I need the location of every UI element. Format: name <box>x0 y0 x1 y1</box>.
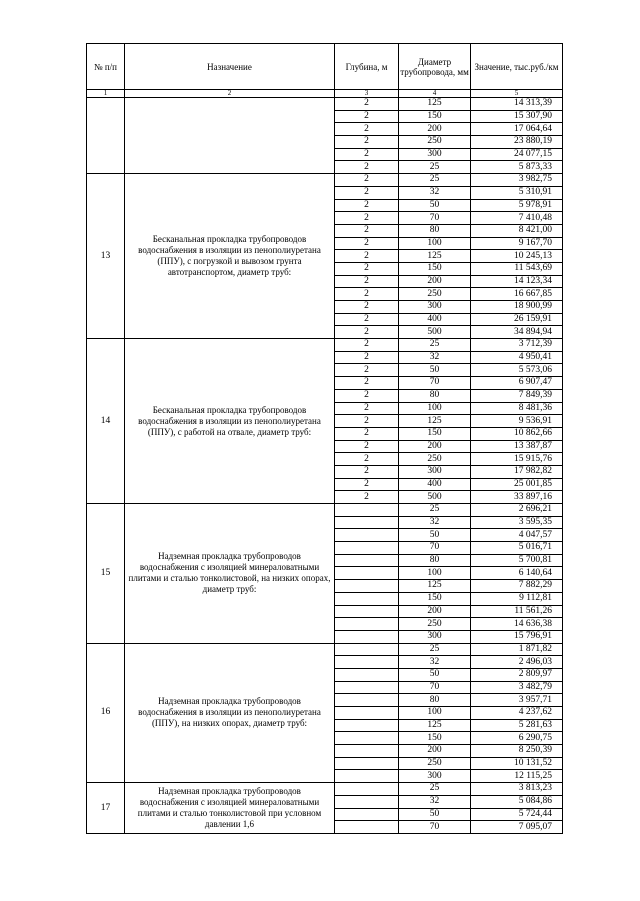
value-cell: 2 496,03 <box>471 656 563 669</box>
value-cell: 33 897,16 <box>471 491 563 504</box>
header-value: Значение, тыс.руб./км <box>471 44 563 90</box>
depth-cell <box>335 504 399 517</box>
depth-cell: 2 <box>335 491 399 504</box>
diameter-cell: 125 <box>399 719 471 732</box>
item-description: Надземная прокладка трубопроводов водоснабжения с изоляцией минераловатными плитами и сталью тонколистовой при условном давлении 1,6 <box>125 783 335 834</box>
diameter-cell: 150 <box>399 732 471 745</box>
depth-cell: 2 <box>335 250 399 263</box>
diameter-cell: 300 <box>399 770 471 783</box>
value-cell: 4 237,62 <box>471 707 563 720</box>
depth-cell <box>335 821 399 834</box>
column-index: 2 <box>125 90 335 98</box>
diameter-cell: 32 <box>399 516 471 529</box>
value-cell: 6 140,64 <box>471 567 563 580</box>
diameter-cell: 500 <box>399 326 471 339</box>
value-cell: 10 245,13 <box>471 250 563 263</box>
depth-cell <box>335 808 399 821</box>
value-cell: 6 907,47 <box>471 377 563 390</box>
value-cell: 25 001,85 <box>471 478 563 491</box>
depth-cell: 2 <box>335 389 399 402</box>
depth-cell <box>335 681 399 694</box>
diameter-cell: 125 <box>399 415 471 428</box>
value-cell: 14 636,38 <box>471 618 563 631</box>
depth-cell <box>335 529 399 542</box>
depth-cell: 2 <box>335 262 399 275</box>
diameter-cell: 100 <box>399 237 471 250</box>
item-description <box>125 98 335 174</box>
value-cell: 11 561,26 <box>471 605 563 618</box>
value-cell: 2 809,97 <box>471 668 563 681</box>
diameter-cell: 70 <box>399 377 471 390</box>
value-cell: 5 573,06 <box>471 364 563 377</box>
diameter-cell: 150 <box>399 592 471 605</box>
diameter-cell: 250 <box>399 757 471 770</box>
diameter-cell: 300 <box>399 630 471 643</box>
diameter-cell: 400 <box>399 478 471 491</box>
table-row <box>87 174 563 187</box>
value-cell: 2 696,21 <box>471 504 563 517</box>
depth-cell: 2 <box>335 313 399 326</box>
diameter-cell: 400 <box>399 313 471 326</box>
diameter-cell: 200 <box>399 275 471 288</box>
diameter-cell: 200 <box>399 440 471 453</box>
diameter-cell: 70 <box>399 212 471 225</box>
header-diameter: Диаметр трубопровода, мм <box>399 44 471 90</box>
diameter-cell: 25 <box>399 643 471 656</box>
item-number: 17 <box>87 783 125 834</box>
diameter-cell: 250 <box>399 136 471 149</box>
depth-cell: 2 <box>335 453 399 466</box>
diameter-cell: 32 <box>399 795 471 808</box>
depth-cell: 2 <box>335 326 399 339</box>
value-cell: 3 813,23 <box>471 783 563 796</box>
item-description: Бесканальная прокладка трубопроводов водоснабжения в изоляции из пенополиуретана (ППУ), с работой на отвале, диаметр труб: <box>125 339 335 504</box>
item-number <box>87 98 125 174</box>
depth-cell <box>335 668 399 681</box>
value-cell: 34 894,94 <box>471 326 563 339</box>
diameter-cell: 50 <box>399 529 471 542</box>
depth-cell: 2 <box>335 364 399 377</box>
depth-cell <box>335 580 399 593</box>
value-cell: 5 873,33 <box>471 161 563 174</box>
table-row <box>87 98 563 111</box>
depth-cell: 2 <box>335 148 399 161</box>
header-row <box>87 44 563 90</box>
diameter-cell: 50 <box>399 199 471 212</box>
value-cell: 5 700,81 <box>471 554 563 567</box>
value-cell: 4 950,41 <box>471 351 563 364</box>
diameter-cell: 100 <box>399 567 471 580</box>
value-cell: 7 410,48 <box>471 212 563 225</box>
diameter-cell: 500 <box>399 491 471 504</box>
value-cell: 15 796,91 <box>471 630 563 643</box>
depth-cell <box>335 567 399 580</box>
value-cell: 1 871,82 <box>471 643 563 656</box>
depth-cell <box>335 554 399 567</box>
depth-cell: 2 <box>335 212 399 225</box>
diameter-cell: 300 <box>399 465 471 478</box>
value-cell: 7 849,39 <box>471 389 563 402</box>
value-cell: 9 536,91 <box>471 415 563 428</box>
value-cell: 4 047,57 <box>471 529 563 542</box>
value-cell: 3 957,71 <box>471 694 563 707</box>
value-cell: 3 482,79 <box>471 681 563 694</box>
value-cell: 12 115,25 <box>471 770 563 783</box>
depth-cell <box>335 757 399 770</box>
depth-cell <box>335 605 399 618</box>
column-index: 3 <box>335 90 399 98</box>
diameter-cell: 200 <box>399 745 471 758</box>
diameter-cell: 300 <box>399 301 471 314</box>
value-cell: 3 982,75 <box>471 174 563 187</box>
depth-cell: 2 <box>335 199 399 212</box>
header-depth: Глубина, м <box>335 44 399 90</box>
value-cell: 7 882,29 <box>471 580 563 593</box>
value-cell: 15 307,90 <box>471 110 563 123</box>
diameter-cell: 80 <box>399 554 471 567</box>
column-index: 4 <box>399 90 471 98</box>
value-cell: 15 915,76 <box>471 453 563 466</box>
depth-cell <box>335 770 399 783</box>
diameter-cell: 25 <box>399 504 471 517</box>
value-cell: 6 290,75 <box>471 732 563 745</box>
diameter-cell: 150 <box>399 262 471 275</box>
value-cell: 5 016,71 <box>471 542 563 555</box>
value-cell: 17 982,82 <box>471 465 563 478</box>
diameter-cell: 50 <box>399 364 471 377</box>
value-cell: 5 281,63 <box>471 719 563 732</box>
diameter-cell: 32 <box>399 186 471 199</box>
column-index: 1 <box>87 90 125 98</box>
item-number: 16 <box>87 643 125 783</box>
diameter-cell: 25 <box>399 174 471 187</box>
depth-cell <box>335 542 399 555</box>
depth-cell: 2 <box>335 186 399 199</box>
value-cell: 7 095,07 <box>471 821 563 834</box>
diameter-cell: 125 <box>399 580 471 593</box>
value-cell: 16 667,85 <box>471 288 563 301</box>
diameter-cell: 70 <box>399 821 471 834</box>
diameter-cell: 70 <box>399 681 471 694</box>
depth-cell: 2 <box>335 465 399 478</box>
depth-cell: 2 <box>335 174 399 187</box>
diameter-cell: 80 <box>399 694 471 707</box>
depth-cell <box>335 618 399 631</box>
value-cell: 24 077,15 <box>471 148 563 161</box>
depth-cell: 2 <box>335 339 399 352</box>
depth-cell: 2 <box>335 478 399 491</box>
header-name: Назначение <box>125 44 335 90</box>
value-cell: 5 084,86 <box>471 795 563 808</box>
value-cell: 13 387,87 <box>471 440 563 453</box>
value-cell: 18 900,99 <box>471 301 563 314</box>
depth-cell <box>335 656 399 669</box>
value-cell: 10 862,66 <box>471 427 563 440</box>
value-cell: 14 313,39 <box>471 98 563 111</box>
table-row <box>87 783 563 796</box>
table-row <box>87 339 563 352</box>
depth-cell: 2 <box>335 402 399 415</box>
diameter-cell: 300 <box>399 148 471 161</box>
value-cell: 23 880,19 <box>471 136 563 149</box>
diameter-cell: 80 <box>399 224 471 237</box>
value-cell: 8 481,36 <box>471 402 563 415</box>
table-row <box>87 504 563 517</box>
item-number: 13 <box>87 174 125 339</box>
diameter-cell: 50 <box>399 668 471 681</box>
depth-cell <box>335 795 399 808</box>
column-index-row <box>87 90 563 98</box>
diameter-cell: 25 <box>399 339 471 352</box>
diameter-cell: 80 <box>399 389 471 402</box>
value-cell: 17 064,64 <box>471 123 563 136</box>
depth-cell: 2 <box>335 123 399 136</box>
depth-cell: 2 <box>335 136 399 149</box>
depth-cell <box>335 630 399 643</box>
diameter-cell: 150 <box>399 110 471 123</box>
value-cell: 9 112,81 <box>471 592 563 605</box>
diameter-cell: 125 <box>399 98 471 111</box>
depth-cell: 2 <box>335 275 399 288</box>
depth-cell: 2 <box>335 110 399 123</box>
depth-cell <box>335 516 399 529</box>
depth-cell: 2 <box>335 224 399 237</box>
diameter-cell: 250 <box>399 618 471 631</box>
depth-cell: 2 <box>335 440 399 453</box>
depth-cell <box>335 732 399 745</box>
depth-cell: 2 <box>335 301 399 314</box>
value-cell: 11 543,69 <box>471 262 563 275</box>
depth-cell: 2 <box>335 427 399 440</box>
diameter-cell: 70 <box>399 542 471 555</box>
item-number: 15 <box>87 504 125 644</box>
diameter-cell: 250 <box>399 288 471 301</box>
depth-cell <box>335 643 399 656</box>
depth-cell <box>335 694 399 707</box>
depth-cell <box>335 719 399 732</box>
value-cell: 26 159,91 <box>471 313 563 326</box>
value-cell: 14 123,34 <box>471 275 563 288</box>
diameter-cell: 200 <box>399 605 471 618</box>
table-body <box>87 98 563 834</box>
diameter-cell: 50 <box>399 808 471 821</box>
depth-cell <box>335 592 399 605</box>
item-description: Бесканальная прокладка трубопроводов водоснабжения в изоляции из пенополиуретана (ППУ), с погрузкой и вывозом грунта автотранспортом, диаметр труб: <box>125 174 335 339</box>
item-description: Надземная прокладка трубопроводов водоснабжения в изоляции из пенополиуретана (ППУ), на низких опорах, диаметр труб: <box>125 643 335 783</box>
depth-cell: 2 <box>335 98 399 111</box>
column-index: 5 <box>471 90 563 98</box>
value-cell: 5 310,91 <box>471 186 563 199</box>
item-description: Надземная прокладка трубопроводов водоснабжения с изоляцией минераловатными плитами и сталью тонколистовой, на низких опорах, диаметр труб: <box>125 504 335 644</box>
value-cell: 10 131,52 <box>471 757 563 770</box>
value-cell: 8 421,00 <box>471 224 563 237</box>
price-table <box>86 43 563 834</box>
diameter-cell: 25 <box>399 783 471 796</box>
item-number: 14 <box>87 339 125 504</box>
diameter-cell: 100 <box>399 402 471 415</box>
table-row <box>87 643 563 656</box>
value-cell: 3 712,39 <box>471 339 563 352</box>
depth-cell: 2 <box>335 237 399 250</box>
diameter-cell: 32 <box>399 656 471 669</box>
diameter-cell: 200 <box>399 123 471 136</box>
depth-cell: 2 <box>335 161 399 174</box>
value-cell: 9 167,70 <box>471 237 563 250</box>
depth-cell: 2 <box>335 415 399 428</box>
depth-cell <box>335 783 399 796</box>
diameter-cell: 250 <box>399 453 471 466</box>
depth-cell: 2 <box>335 377 399 390</box>
diameter-cell: 125 <box>399 250 471 263</box>
diameter-cell: 25 <box>399 161 471 174</box>
diameter-cell: 100 <box>399 707 471 720</box>
value-cell: 3 595,35 <box>471 516 563 529</box>
diameter-cell: 32 <box>399 351 471 364</box>
value-cell: 5 724,44 <box>471 808 563 821</box>
value-cell: 8 250,39 <box>471 745 563 758</box>
depth-cell: 2 <box>335 288 399 301</box>
depth-cell: 2 <box>335 351 399 364</box>
value-cell: 5 978,91 <box>471 199 563 212</box>
header-num: № п/п <box>87 44 125 90</box>
depth-cell <box>335 745 399 758</box>
depth-cell <box>335 707 399 720</box>
diameter-cell: 150 <box>399 427 471 440</box>
